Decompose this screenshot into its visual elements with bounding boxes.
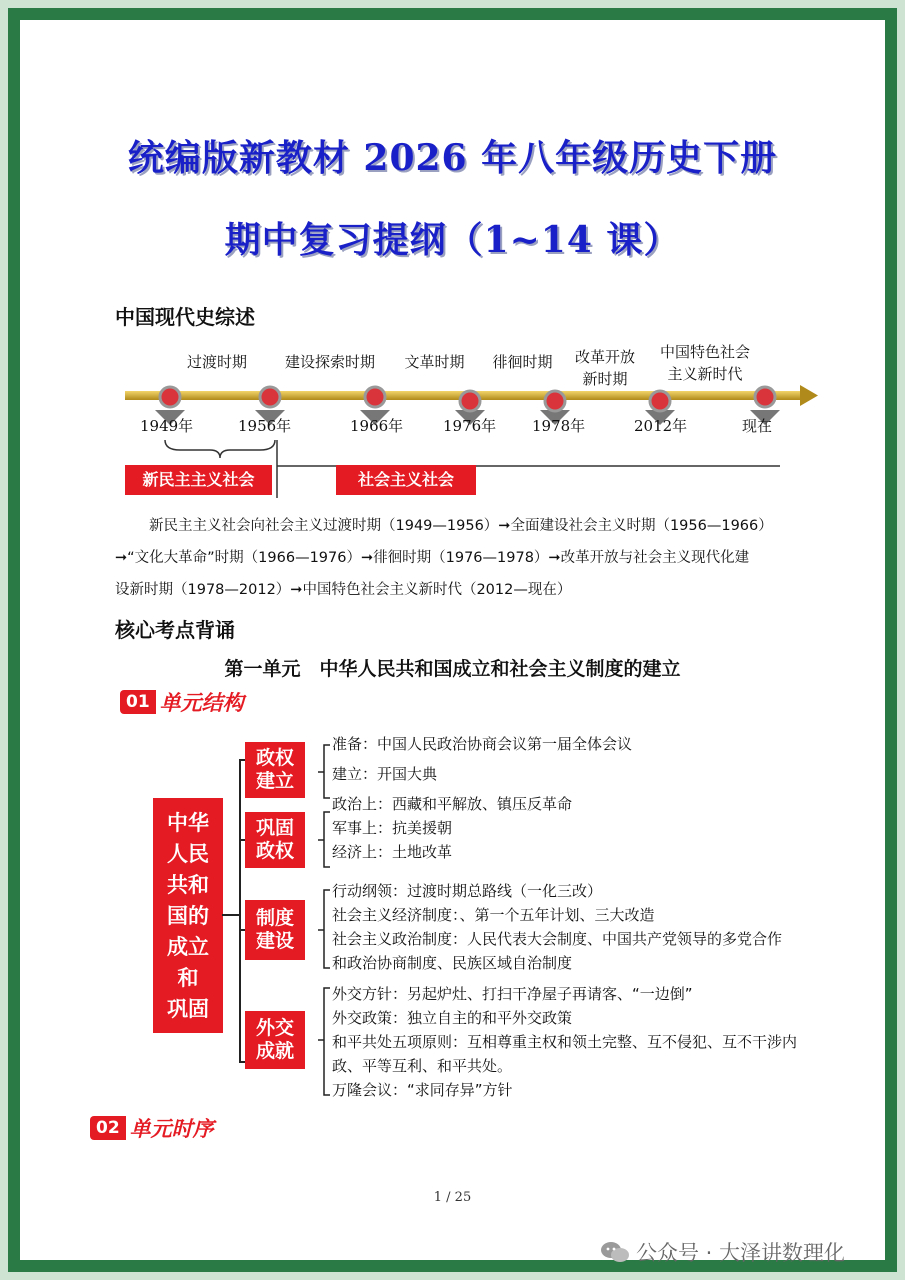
year-label: 现在 xyxy=(742,417,773,435)
overview-heading: 中国现代史综述 xyxy=(115,305,255,329)
category-box: 巩固 政权 xyxy=(245,812,305,868)
branch-item: 政治上：西藏和平解放、镇压反革命 xyxy=(332,795,573,813)
mindmap-root: 中华 人民 共和 国的 成立 和 巩固 xyxy=(153,798,223,1033)
branch-item: 外交方针：另起炉灶、打扫干净屋子再请客、“一边倒” xyxy=(332,985,693,1003)
section-badge xyxy=(120,687,244,717)
branch-item: 外交政策：独立自主的和平外交政策 xyxy=(332,1009,573,1027)
year-label: 1976年 xyxy=(443,417,497,435)
period-label: 建设探索时期 xyxy=(284,353,375,371)
branch-item: 万隆会议：“求同存异”方针 xyxy=(332,1081,513,1099)
watermark xyxy=(600,1237,845,1267)
period-label: 中国特色社会 主义新时代 xyxy=(659,343,750,383)
section-number: 01 xyxy=(120,690,156,714)
category-box: 政权 建立 xyxy=(245,742,305,798)
branch-group xyxy=(332,982,797,1102)
period-label: 文革时期 xyxy=(404,353,465,371)
branch-item: 行动纲领：过渡时期总路线（一化三改） xyxy=(332,882,603,900)
section-label: 单元时序 xyxy=(129,1117,214,1141)
year-label: 1956年 xyxy=(238,417,292,435)
society-label-socialist: 社会主义社会 xyxy=(336,465,476,495)
section-label: 单元结构 xyxy=(159,691,244,715)
title-line-1: 统编版新教材 2026 年八年级历史下册 xyxy=(127,137,778,179)
year-label: 2012年 xyxy=(634,417,688,435)
page-number: 1 / 25 xyxy=(433,1190,472,1205)
branch-item: 和平共处五项原则：互相尊重主权和领土完整、互不侵犯、互不干涉内 xyxy=(332,1033,798,1051)
watermark-text: 公众号 · 大泽讲数理化 xyxy=(636,1241,846,1265)
period-label: 过渡时期 xyxy=(186,353,247,371)
category-box: 外交 成就 xyxy=(245,1011,305,1069)
branch-group xyxy=(332,792,572,864)
overview-summary xyxy=(115,510,855,606)
category-box: 制度 建设 xyxy=(245,900,305,960)
year-label: 1978年 xyxy=(532,417,586,435)
branch-item: 社会主义政治制度：人民代表大会制度、中国共产党领导的多党合作 xyxy=(332,930,783,948)
period-label: 徘徊时期 xyxy=(492,353,553,371)
branch-group xyxy=(332,879,782,975)
branch-item: 和政治协商制度、民族区域自治制度 xyxy=(332,954,573,972)
branch-item: 经济上：土地改革 xyxy=(332,843,453,861)
year-label: 1966年 xyxy=(350,417,404,435)
branch-group xyxy=(332,732,632,786)
period-label: 改革开放 新时期 xyxy=(574,348,635,388)
branch-item: 政、平等互利、和平共处。 xyxy=(332,1057,513,1075)
year-label: 1949年 xyxy=(140,417,194,435)
wechat-icon xyxy=(600,1240,630,1264)
document-page xyxy=(20,20,885,1265)
branch-item: 建立：开国大典 xyxy=(332,765,438,783)
title-line-2: 期中复习提纲（1~14 课） xyxy=(224,219,681,261)
branch-item: 准备：中国人民政治协商会议第一届全体会议 xyxy=(332,735,633,753)
timeline-arrowhead xyxy=(800,385,818,406)
branch-item: 军事上：抗美援朝 xyxy=(332,819,453,837)
branch-item: 社会主义经济制度：、第一个五年计划、三大改造 xyxy=(332,906,655,924)
section-number: 02 xyxy=(90,1116,126,1140)
unit-title: 第一单元 中华人民共和国成立和社会主义制度的建立 xyxy=(224,658,681,680)
section-badge xyxy=(90,1113,214,1143)
society-label-new-democratic: 新民主主义社会 xyxy=(125,465,272,495)
page-border xyxy=(8,8,897,1272)
summary-line: ➞“文化大革命”时期（1966—1976）➞徘徊时期（1976—1978）➞改革开放与社会主义现代化建 xyxy=(115,550,750,566)
summary-line: 设新时期（1978—2012）➞中国特色社会主义新时代（2012—现在） xyxy=(115,582,572,598)
summary-line: 新民主主义社会向社会主义过渡时期（1949—1956）➞全面建设社会主义时期（1956—1966） xyxy=(149,518,773,534)
core-heading: 核心考点背诵 xyxy=(115,618,235,642)
